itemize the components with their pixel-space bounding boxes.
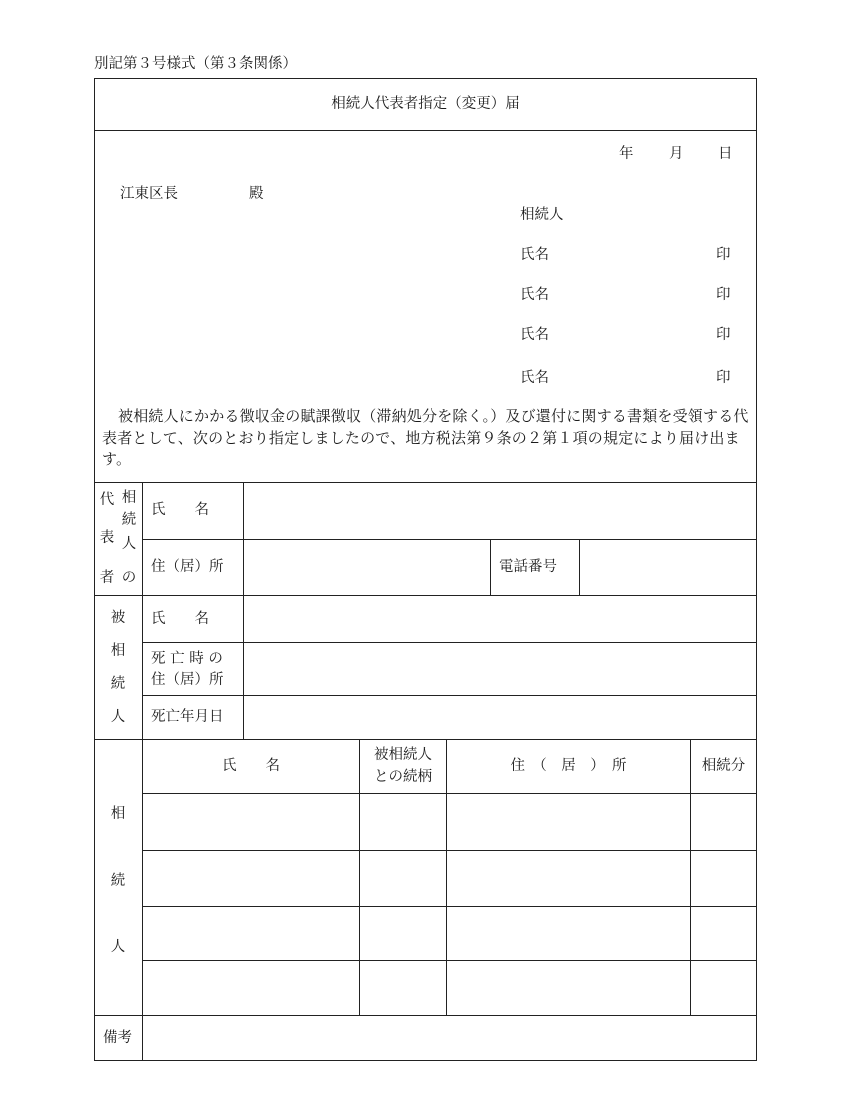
heir-seal-3: 印 [716,327,731,343]
heirs-header-name: 氏 名 [222,758,280,774]
decedent-name-label: 氏 名 [151,611,209,627]
addressee-honorific: 殿 [249,186,264,202]
form-title: 相続人代表者指定（変更）届 [331,96,520,112]
heir-seal-2: 印 [716,287,731,303]
heirs-section-char: 相 [110,806,126,822]
rep-section-char: 人 [121,536,137,552]
rep-phone-label: 電話番号 [499,559,557,575]
decedent-death-date-field[interactable] [244,696,756,739]
heir-row-1-relation[interactable] [360,794,446,850]
heir-name-label-2: 氏名 [520,287,549,303]
rep-section-char: 続 [121,512,137,528]
date-month-label: 月 [669,146,684,162]
remarks-label: 備考 [103,1030,132,1046]
decedent-section-char: 被 [110,610,126,626]
heir-row-2-name[interactable] [143,851,359,906]
rep-section-char: の [121,570,137,586]
heir-row-4-relation[interactable] [360,961,446,1015]
decedent-address-field[interactable] [244,643,756,695]
heir-name-label-1: 氏名 [520,247,549,263]
heirs-header-relation-line1: 被相続人 [374,747,432,763]
rep-section-char: 相 [121,490,137,506]
heir-row-3-address[interactable] [447,907,690,960]
decedent-death-date-label: 死亡年月日 [151,709,224,725]
remarks-field[interactable] [143,1016,756,1060]
heir-row-1-address[interactable] [447,794,690,850]
heir-row-1-name[interactable] [143,794,359,850]
heirs-header-share: 相続分 [701,758,746,774]
decedent-address-label-line2: 住（居）所 [151,672,224,688]
heirs-section-char: 人 [110,939,126,955]
declaration-text: 被相続人にかかる徴収金の賦課徴収（滞納処分を除く。）及び還付に関する書類を受領する代表者として、次のとおり指定しましたので、地方税法第９条の２第１項の規定により届け出ます。 [102,407,749,468]
rep-phone-divider-left [490,539,491,595]
heir-row-4-share[interactable] [691,961,756,1015]
decedent-section-char: 人 [110,709,126,725]
rep-section-char: 者 [99,570,115,586]
heir-name-label-4: 氏名 [520,370,549,386]
addressee-name: 江東区長 [120,186,178,202]
heir-row-1-share[interactable] [691,794,756,850]
heir-seal-4: 印 [716,370,731,386]
decedent-section-char: 続 [110,676,126,692]
form-label: 別記第３号様式（第３条関係） [94,56,297,72]
heirs-label: 相続人 [520,207,564,223]
rep-phone-field[interactable] [580,540,756,595]
rep-address-field[interactable] [244,540,490,595]
decedent-address-label-line1: 死 亡 時 の [151,651,223,667]
heir-row-4-address[interactable] [447,961,690,1015]
heir-row-3-share[interactable] [691,907,756,960]
rep-name-field[interactable] [244,483,756,539]
heir-row-3-name[interactable] [143,907,359,960]
heirs-section-char: 続 [110,873,126,889]
heir-seal-1: 印 [716,247,731,263]
decedent-name-field[interactable] [244,596,756,642]
heirs-header-relation-line2: との続柄 [374,769,432,785]
date-year-label: 年 [619,146,634,162]
heir-row-2-relation[interactable] [360,851,446,906]
heir-row-2-address[interactable] [447,851,690,906]
decedent-section-char: 相 [110,643,126,659]
heirs-header-address: 住 （ 居 ） 所 [510,758,627,774]
heir-row-2-share[interactable] [691,851,756,906]
heir-row-4-name[interactable] [143,961,359,1015]
rep-address-label: 住（居）所 [151,559,224,575]
heir-name-label-3: 氏名 [520,327,549,343]
heir-row-3-relation[interactable] [360,907,446,960]
rep-section-char: 表 [99,530,115,546]
date-day-label: 日 [718,146,733,162]
heirs-table-top-divider [94,739,757,740]
rep-section-char: 代 [99,492,115,508]
rep-name-label: 氏 名 [151,502,209,518]
title-divider [94,130,757,131]
